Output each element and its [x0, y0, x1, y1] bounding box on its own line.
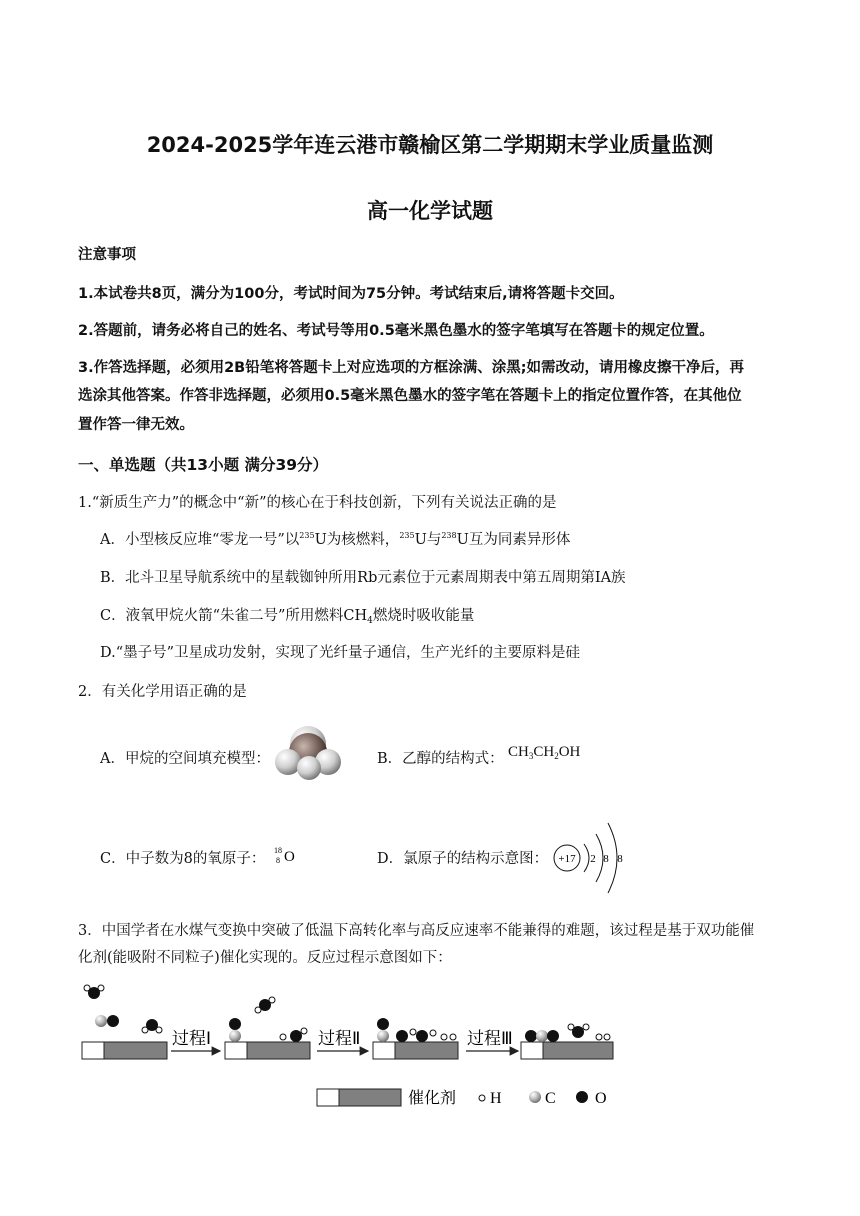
- process-label: 过程Ⅲ: [467, 1029, 513, 1048]
- legend-c-swatch: [529, 1091, 541, 1103]
- catalyst-slab: [82, 1042, 167, 1059]
- question-2-option-c-label: C．中子数为8的氧原子：: [100, 851, 266, 867]
- question-2-option-d-label: D．氯原子的结构示意图：: [377, 851, 549, 867]
- water-molecule: [142, 1019, 162, 1033]
- legend-c-label: C: [545, 1090, 556, 1107]
- notice-item: 3.作答选择题，必须用2B铅笔将答题卡上对应选项的方框涂满、涂黑;如需改动，请用橡皮擦干净后，再: [78, 360, 745, 376]
- legend-catalyst-swatch: [317, 1089, 339, 1106]
- oh-and-h: [280, 1028, 307, 1042]
- question-2-option-a-label: A．甲烷的空间填充模型：: [100, 751, 270, 767]
- question-3-stem-line-1: 3．中国学者在水煤气变换中突破了低温下高转化率与高反应速率不能兼得的难题，该过程是基于双功能催: [78, 923, 755, 939]
- mass-number: 18: [274, 846, 282, 855]
- section-heading: 一、单选题（共13小题 满分39分）: [78, 456, 329, 474]
- catalyst-slab: [373, 1042, 458, 1059]
- exam-subtitle: 高一化学试题: [367, 199, 493, 223]
- element-symbol: O: [284, 849, 295, 865]
- methane-space-filling-model: [270, 720, 348, 782]
- notice-heading: 注意事项: [78, 247, 136, 263]
- question-1-option-a: A．小型核反应堆“零龙一号”以$^{235}$U为核燃料，$^{235}$U与$^{238}$U互为同素异形体: [100, 531, 571, 548]
- reaction-process-diagram: [70, 975, 650, 1113]
- co-molecule: [95, 1015, 119, 1027]
- question-1-option-c: C．液氧甲烷火箭“朱雀二号”所用燃料$CH_4$燃烧时吸收能量: [100, 608, 475, 626]
- notice-item: 置作答一律无效。: [78, 417, 194, 433]
- legend: [317, 1088, 607, 1107]
- question-3-stem-line-2: 化剂(能吸附不同粒子)催化实现的。反应过程示意图如下：: [78, 950, 452, 966]
- catalyst-slab: [225, 1042, 310, 1059]
- legend-o-swatch: [576, 1091, 588, 1103]
- question-2-option-b-label: B．乙醇的结构式：: [377, 751, 504, 767]
- catalyst-slab: [521, 1042, 613, 1059]
- notice-item: 1.本试卷共8页，满分为100分，考试时间为75分钟。考试结束后,请将答题卡交回。: [78, 286, 624, 302]
- atomic-number: 8: [276, 856, 280, 865]
- legend-h-label: H: [490, 1090, 502, 1107]
- process-label: 过程Ⅱ: [318, 1029, 361, 1048]
- question-1-option-b: B．北斗卫星导航系统中的星载铷钟所用Rb元素位于元素周期表中第五周期第ⅠA族: [100, 570, 626, 586]
- exam-title: 2024-2025学年连云港市赣榆区第二学期期末学业质量监测: [146, 133, 714, 157]
- water-molecule: [84, 985, 104, 999]
- legend-o-label: O: [595, 1090, 607, 1107]
- water-molecule: [255, 997, 275, 1013]
- shell-electrons: 2: [590, 853, 596, 865]
- oxygen-isotope-notation: [272, 844, 308, 868]
- process-label: 过程Ⅰ: [172, 1029, 212, 1048]
- notice-item: 2.答题前，请务必将自己的姓名、考试号等用0.5毫米黑色墨水的签字笔填写在答题卡的规定位置。: [78, 323, 714, 339]
- question-2-stem: 2．有关化学用语正确的是: [78, 684, 247, 700]
- notice-item: 选涂其他答案。作答非选择题，必须用0.5毫米黑色墨水的签字笔在答题卡上的指定位置作答，在其他位: [78, 388, 742, 404]
- legend-h-swatch: [479, 1095, 485, 1101]
- shell-electrons: 8: [603, 853, 609, 865]
- product-species: [525, 1024, 610, 1042]
- ethanol-formula: $CH_3CH_2OH$: [508, 744, 581, 761]
- co-adsorbed: [229, 1018, 241, 1042]
- shell-electrons: 8: [617, 853, 623, 865]
- chlorine-atom-structure-diagram: [550, 818, 630, 898]
- question-1-stem: 1.“新质生产力”的概念中“新”的核心在于科技创新，下列有关说法正确的是: [78, 495, 557, 511]
- nucleus-charge: +17: [558, 853, 576, 865]
- legend-catalyst-label: 催化剂: [408, 1090, 457, 1107]
- adsorbed-species: [377, 1018, 456, 1042]
- question-1-option-d: D.“墨子号”卫星成功发射，实现了光纤量子通信，生产光纤的主要原料是硅: [100, 645, 581, 661]
